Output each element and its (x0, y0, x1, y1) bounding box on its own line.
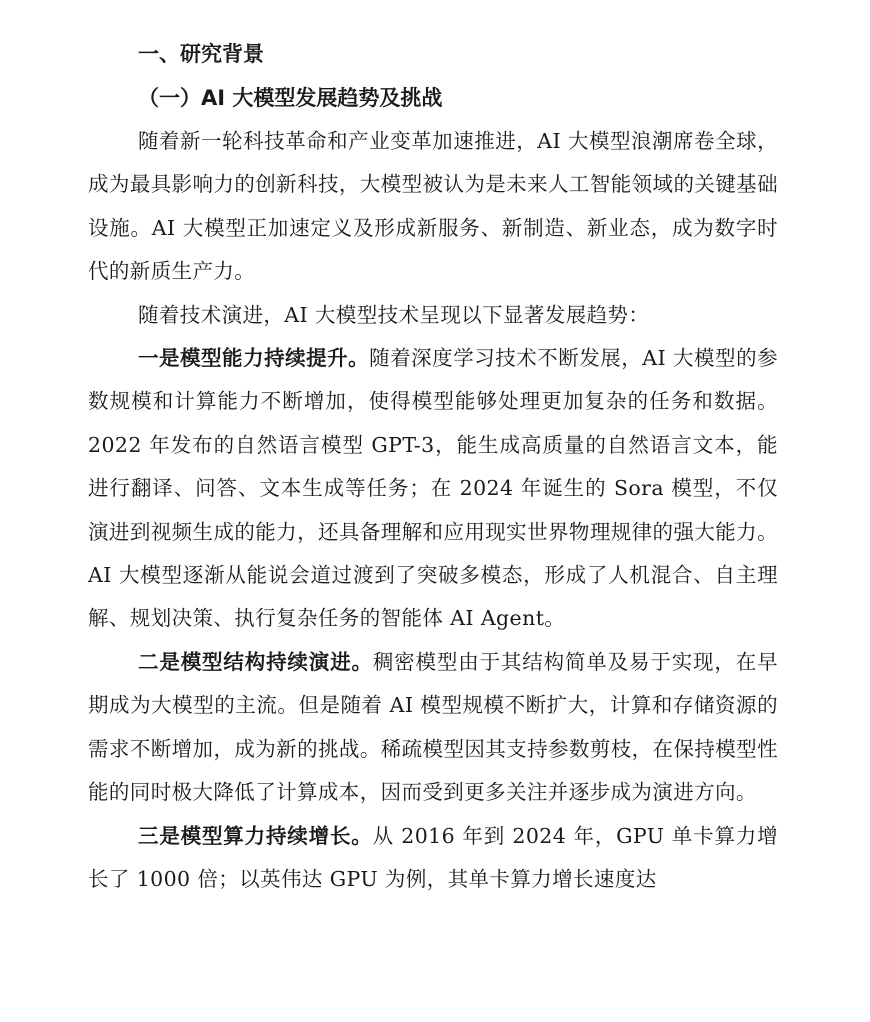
trend-capability-text: 随着深度学习技术不断发展，AI 大模型的参数规模和计算能力不断增加，使得模型能够处理更加复杂的任务和数据。2022 年发布的自然语言模型 GPT-3，能生成高质量的自然语言文本，能进行翻译、问答、文本生成等任务；在 2024 年诞生的 Sora 模型，不仅演进到视频生成的能力，还具备理解和应用现实世界物理规律的强大能力。AI 大模型逐渐从能说会道过渡到了突破多模态，形成了人机混合、自主理解、规划决策、执行复杂任务的智能体 AI Agent。 (88, 346, 778, 631)
paragraph-trend-compute (88, 815, 778, 902)
document-page (88, 32, 778, 901)
trend-structure-text: 稠密模型由于其结构简单及易于实现，在早期成为大模型的主流。但是随着 AI 模型规模不断扩大，计算和存储资源的需求不断增加，成为新的挑战。稀疏模型因其支持参数剪枝，在保持模型性能的同时极大降低了计算成本，因而受到更多关注并逐步成为演进方向。 (88, 649, 778, 805)
trend-compute-lead: 三是模型算力持续增长。 (138, 823, 373, 848)
subsection-heading: （一）AI 大模型发展趋势及挑战 (138, 86, 443, 110)
trend-capability-lead: 一是模型能力持续提升。 (138, 346, 370, 371)
trend-structure-lead: 二是模型结构持续演进。 (138, 649, 373, 674)
section-heading: 一、研究背景 (138, 42, 264, 66)
trend-compute-text: 从 2016 年到 2024 年，GPU 单卡算力增长了 1000 倍；以英伟达 GPU 为例，其单卡算力增长速度达 (88, 823, 778, 891)
paragraph-intro: 随着新一轮科技革命和产业变革加速推进，AI 大模型浪潮席卷全球，成为最具影响力的创新科技，大模型被认为是未来人工智能领域的关键基础设施。AI 大模型正加速定义及形成新服务、新制造、新业态，成为数字时代的新质生产力。 (88, 129, 778, 284)
paragraph-trends-intro: 随着技术演进，AI 大模型技术呈现以下显著发展趋势： (138, 302, 650, 327)
paragraph-trend-structure (88, 641, 778, 815)
paragraph-trend-capability (88, 337, 778, 641)
